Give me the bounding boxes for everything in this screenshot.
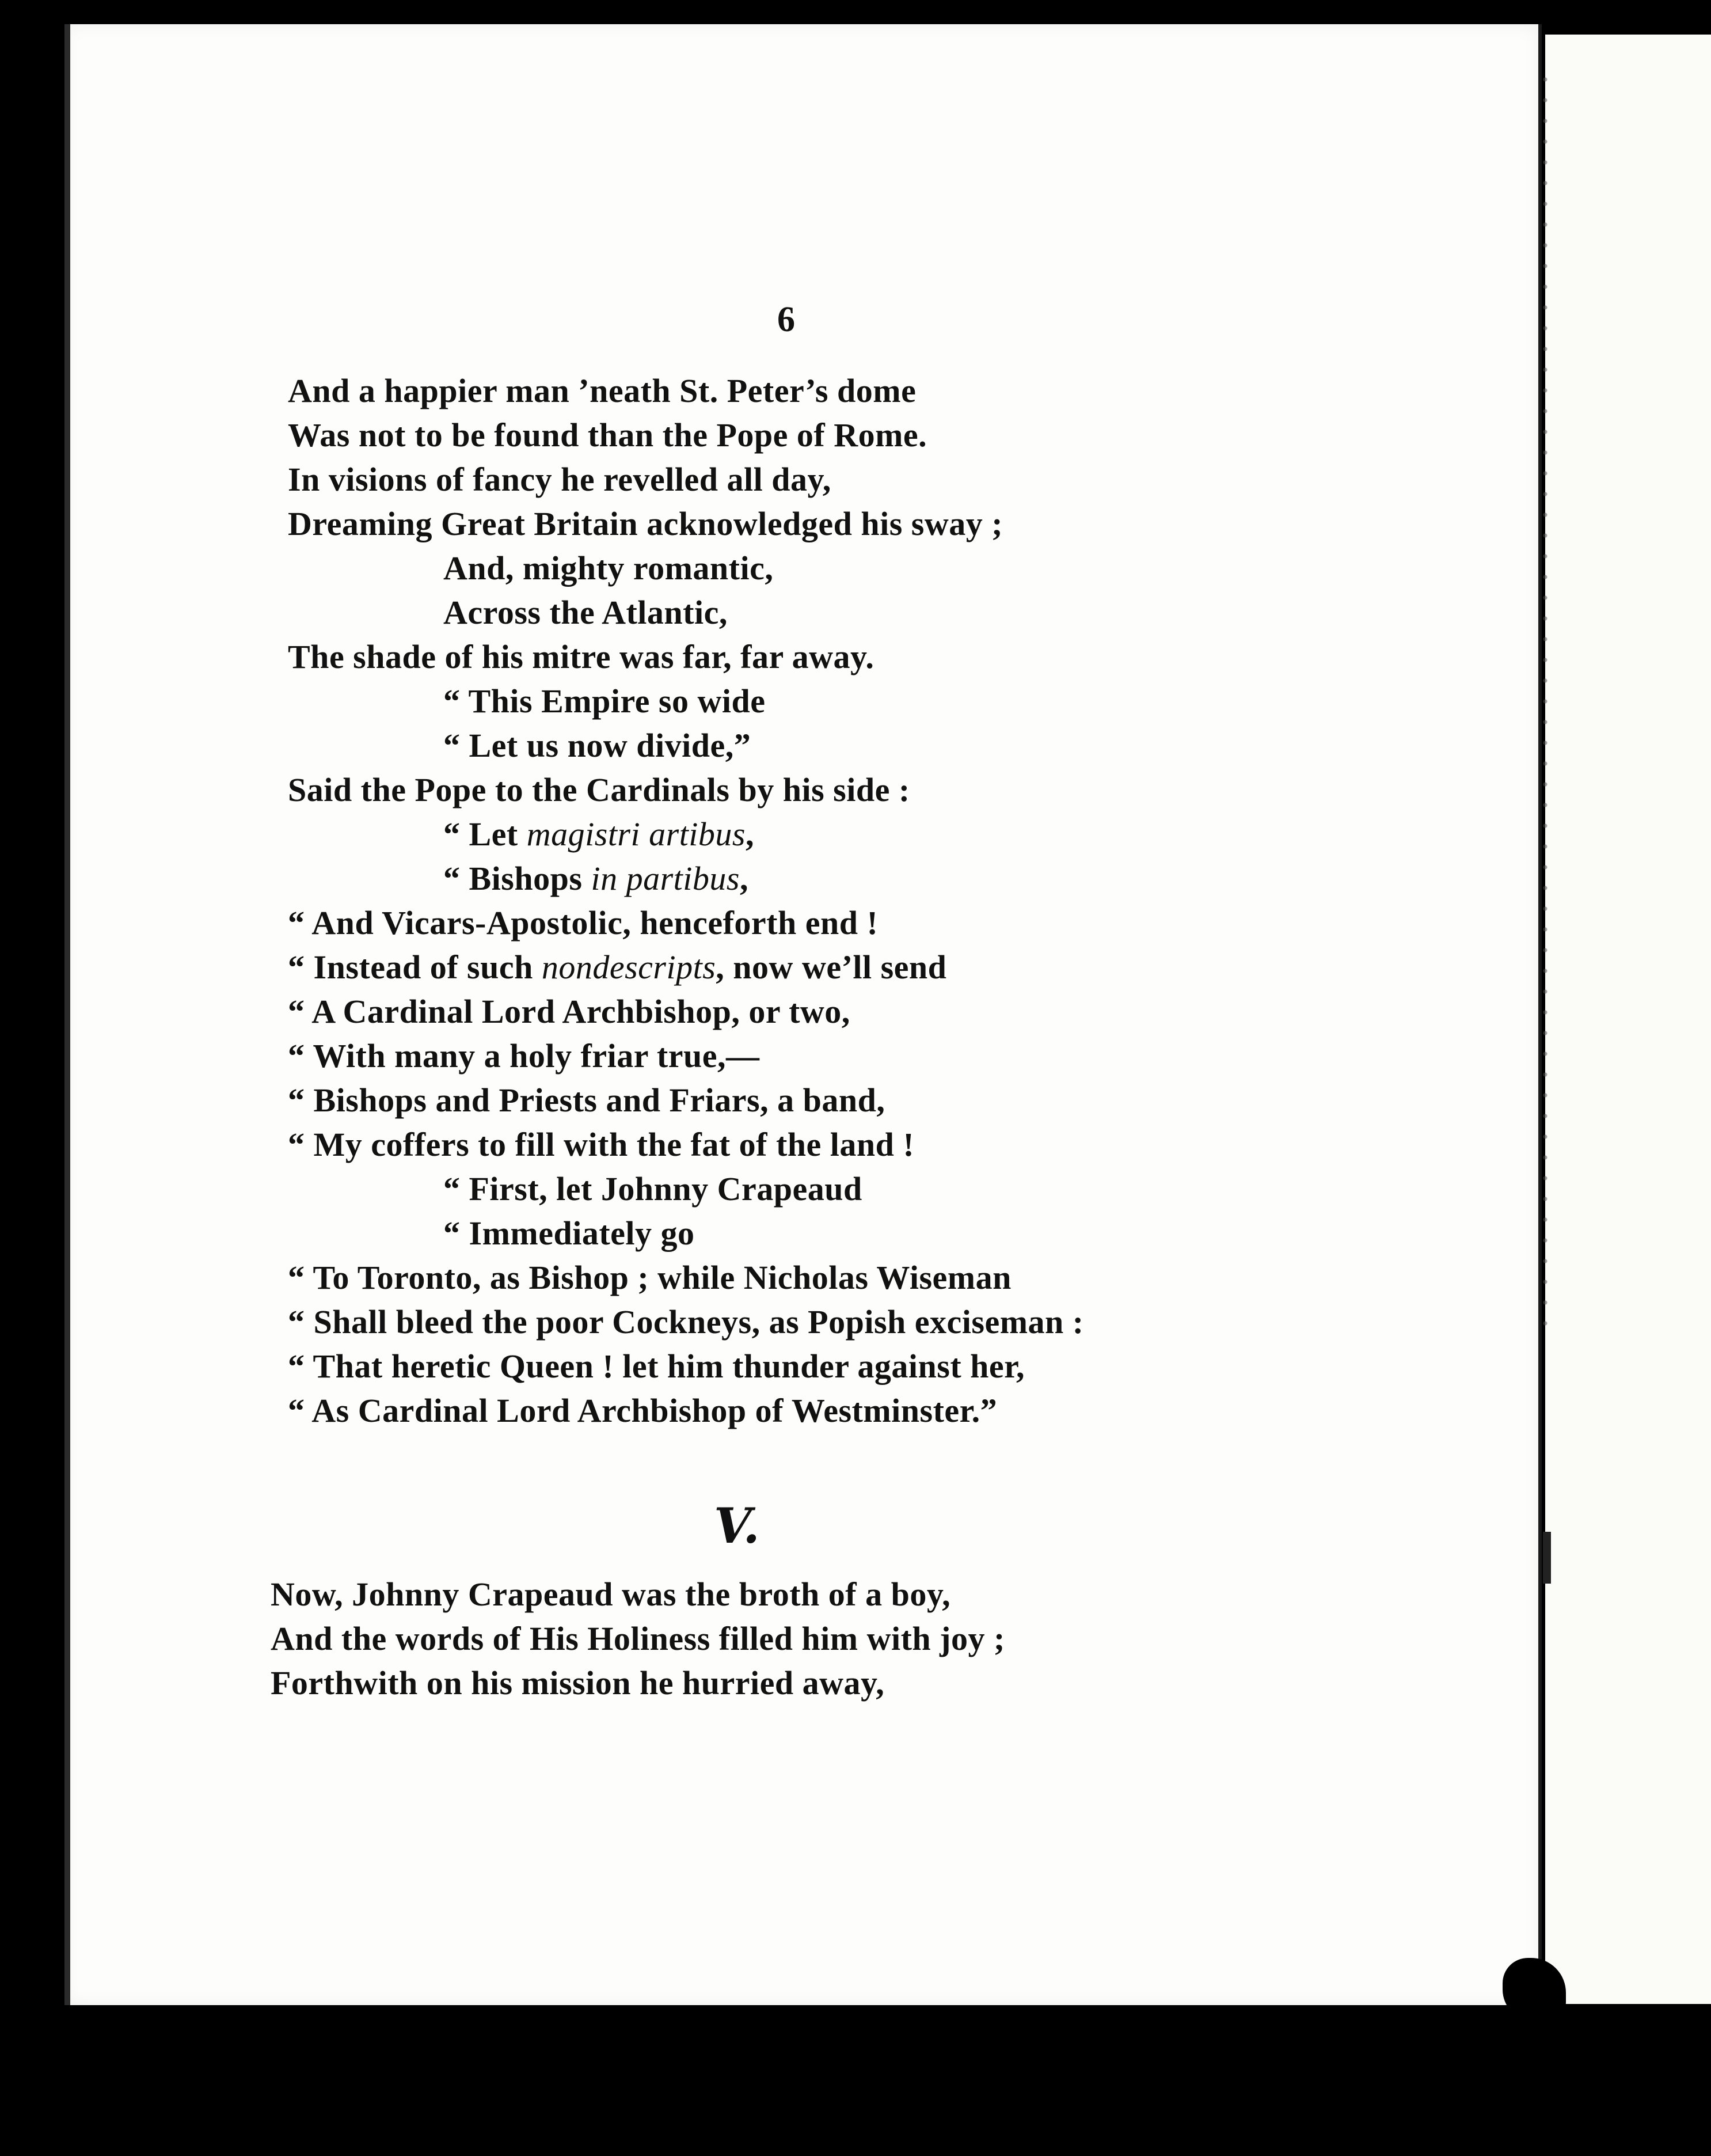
poem-line: “ That heretic Queen ! let him thunder against her,	[288, 1348, 1025, 1385]
poem-line: “ First, let Johnny Crapeaud	[443, 1170, 862, 1208]
italic-phrase: nondescripts	[541, 948, 716, 986]
line-fragment: “ Instead of such	[288, 948, 542, 986]
poem-line: Was not to be found than the Pope of Rome.	[288, 416, 927, 454]
poem-line: In visions of fancy he revelled all day,	[288, 461, 831, 498]
poem-line: Said the Pope to the Cardinals by his side :	[288, 771, 910, 808]
poem-line: “ As Cardinal Lord Archbishop of Westminster.”	[288, 1392, 998, 1429]
poem-line: “ My coffers to fill with the fat of the land !	[288, 1126, 915, 1163]
italic-phrase: in partibus	[591, 860, 740, 897]
poem-line: “ A Cardinal Lord Archbishop, or two,	[288, 993, 850, 1030]
stanza-v	[271, 1572, 1005, 1705]
italic-phrase: magistri artibus	[526, 815, 746, 853]
line-fragment: ,	[739, 860, 748, 897]
stanza-iv	[288, 369, 1084, 1433]
line-fragment: “ Bishops	[443, 860, 591, 897]
poem-line: “ To Toronto, as Bishop ; while Nicholas Wiseman	[288, 1259, 1012, 1296]
poem-line: “ Immediately go	[443, 1214, 695, 1252]
poem-line: Dreaming Great Britain acknowledged his sway ;	[288, 505, 1003, 542]
poem-line: “ This Empire so wide	[443, 682, 766, 720]
poem-line: The shade of his mitre was far, far away.	[288, 638, 874, 675]
poem-line: And the words of His Holiness filled him with joy ;	[271, 1620, 1005, 1657]
poem-line: “ Shall bleed the poor Cockneys, as Popish exciseman :	[288, 1303, 1084, 1341]
page-left-edge	[64, 24, 70, 2005]
poem-line: “ And Vicars-Apostolic, henceforth end !	[288, 904, 879, 942]
poem-line: Forthwith on his mission he hurried away,	[271, 1664, 885, 1702]
poem-line: Now, Johnny Crapeaud was the broth of a boy,	[271, 1576, 951, 1613]
facing-page-edge	[1545, 35, 1711, 2004]
line-fragment: “ Let	[443, 815, 527, 853]
line-fragment: ,	[746, 815, 754, 853]
poem-line: And, mighty romantic,	[443, 549, 774, 587]
poem-line: “ With many a holy friar true,—	[288, 1037, 760, 1075]
poem-line: “ Bishops and Priests and Friars, a band,	[288, 1081, 885, 1119]
poem-line	[288, 856, 1084, 901]
poem-line	[288, 945, 1084, 989]
poem-line: “ Let us now divide,”	[443, 727, 751, 764]
line-fragment: , now we’ll send	[716, 948, 947, 986]
facing-page-mark	[1543, 1532, 1551, 1584]
poem-line: Across the Atlantic,	[443, 594, 728, 631]
page-number: 6	[777, 300, 795, 339]
poem-line: And a happier man ’neath St. Peter’s dome	[288, 372, 917, 409]
section-numeral: V.	[714, 1497, 760, 1554]
poem-line	[288, 812, 1084, 856]
